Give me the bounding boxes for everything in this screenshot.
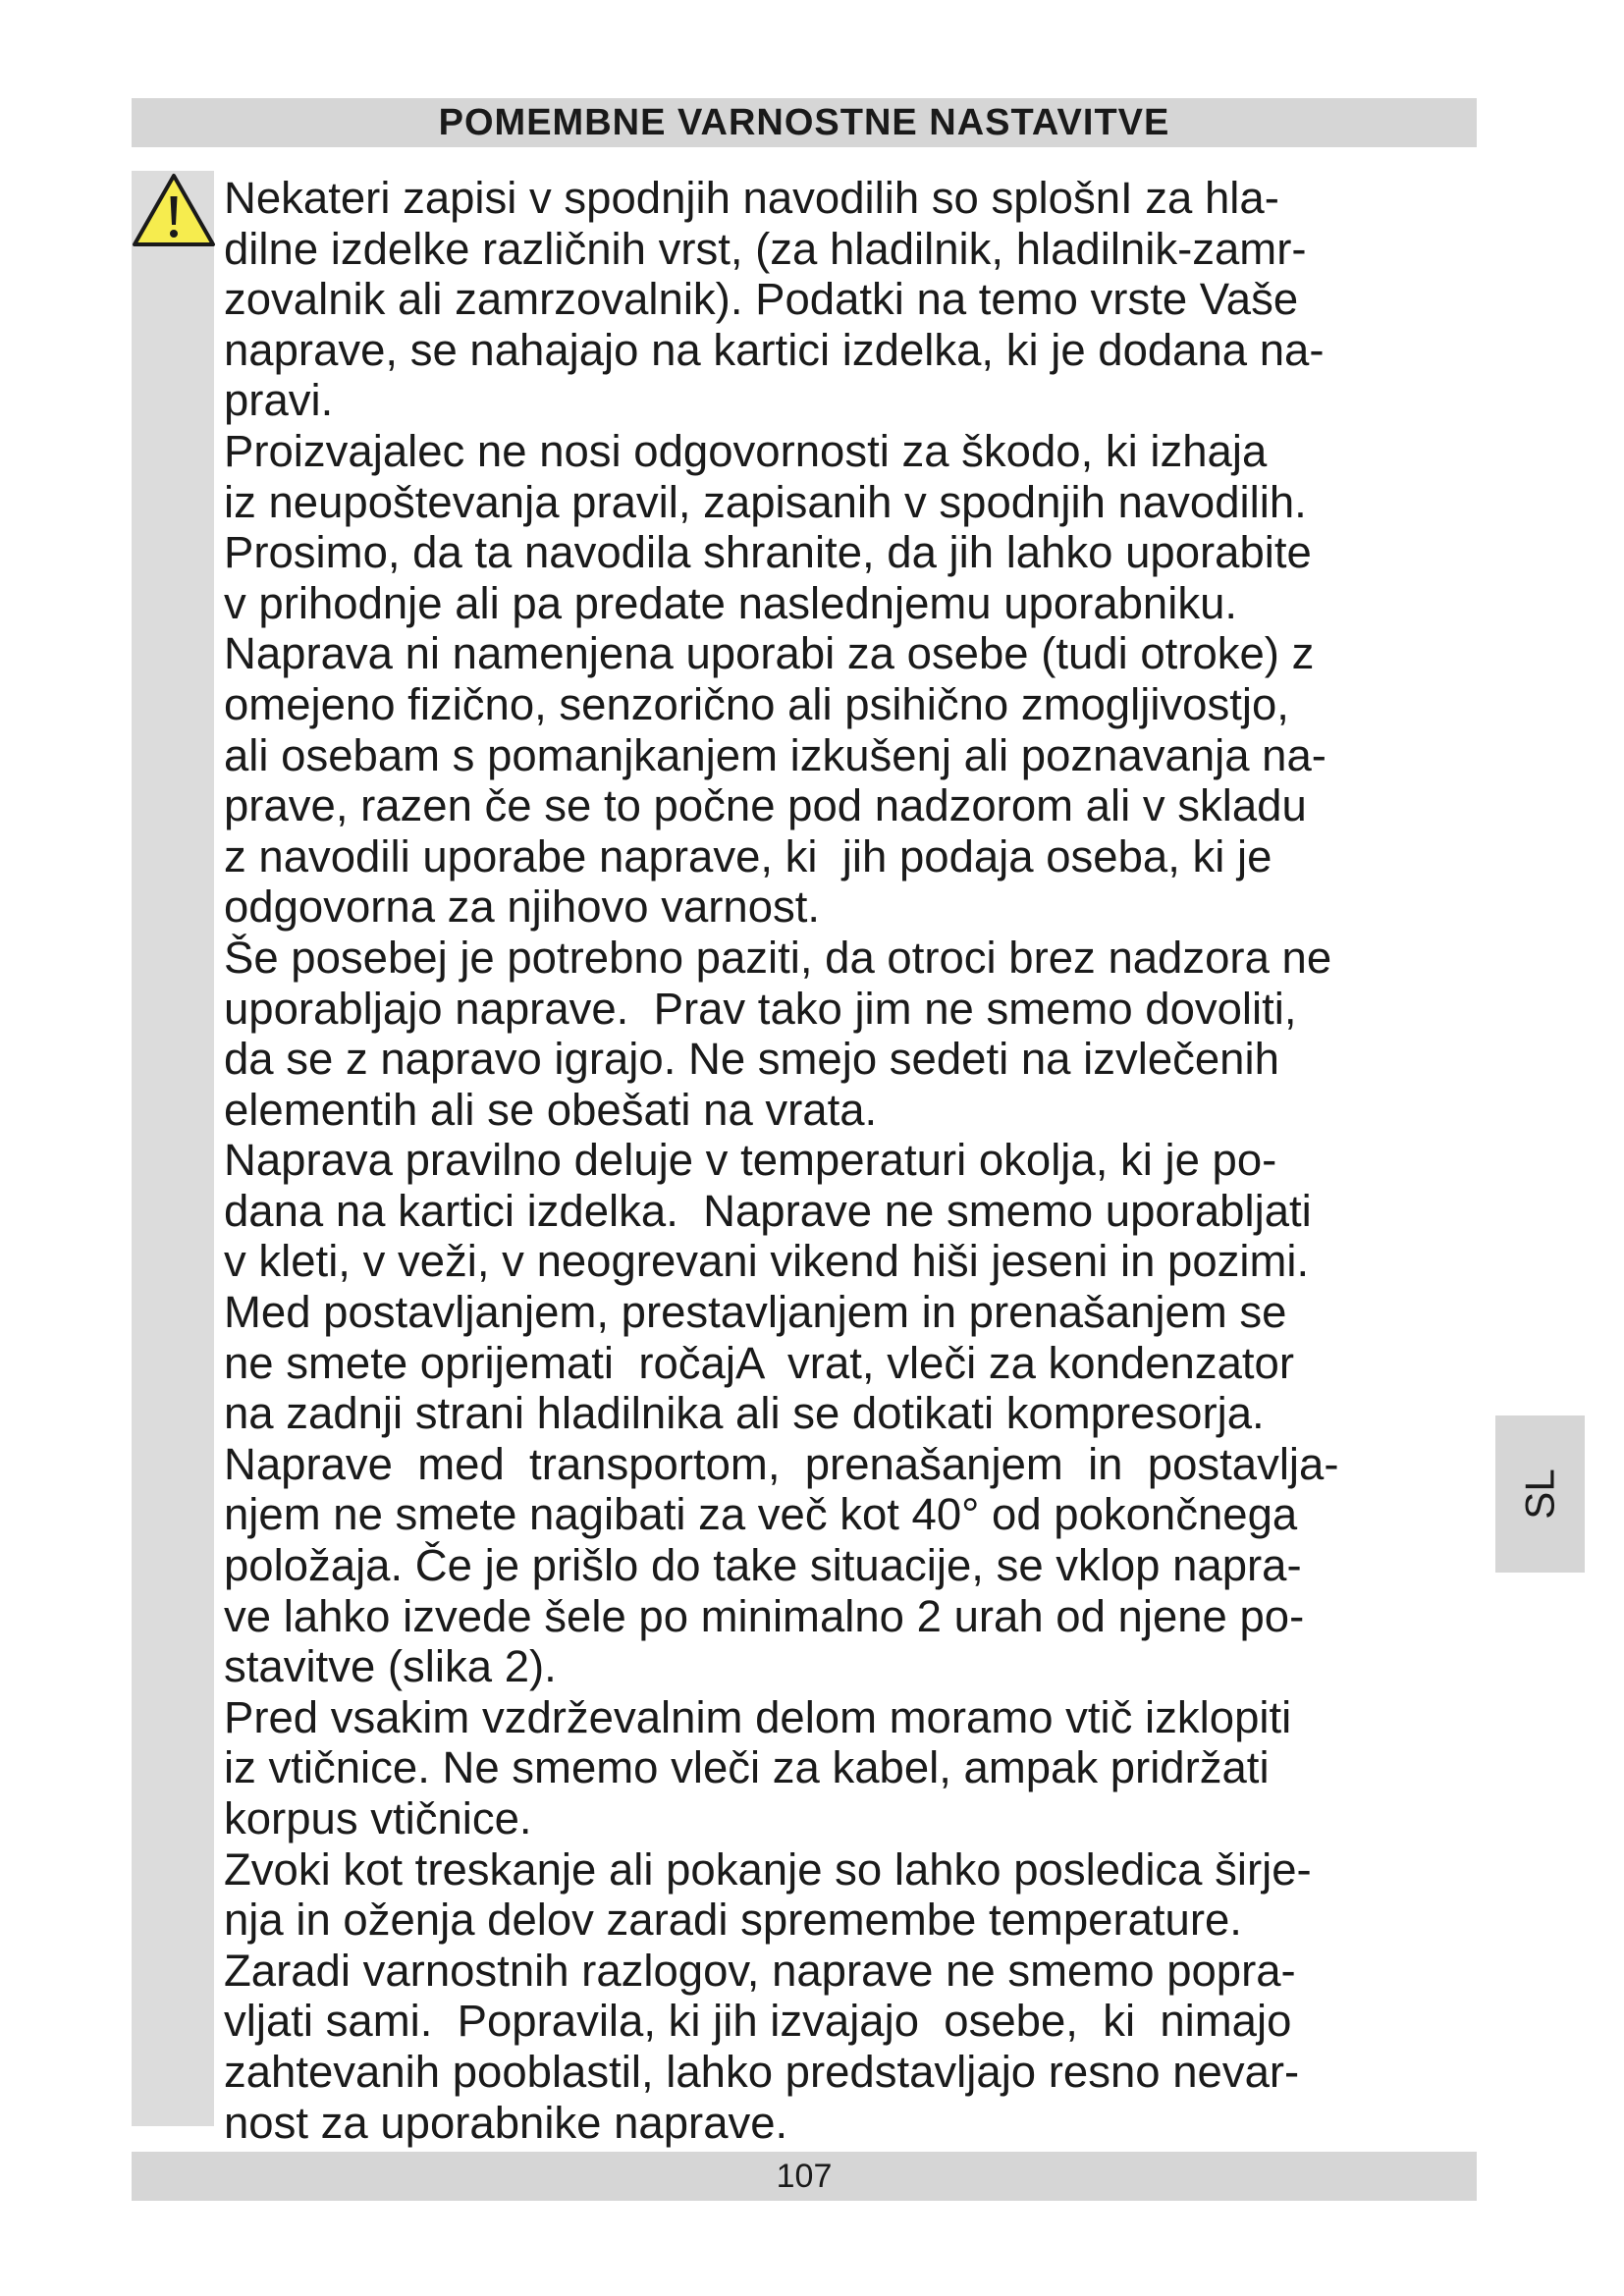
text-line: nja in oženja delov zaradi spremembe temperature.: [224, 1895, 1242, 1946]
text-line: Naprava ni namenjena uporabi za osebe (tudi otroke) z: [224, 628, 1315, 679]
warning-triangle-icon: [131, 169, 217, 251]
text-line: odgovorna za njihovo varnost.: [224, 881, 821, 933]
text-line: iz vtičnice. Ne smemo vleči za kabel, ampak pridržati: [224, 1742, 1270, 1793]
text-line: na zadnji strani hladilnika ali se dotikati kompresorja.: [224, 1388, 1265, 1439]
text-line: stavitve (slika 2).: [224, 1641, 557, 1692]
text-line: zovalnik ali zamrzovalnik). Podatki na temo vrste Vaše: [224, 274, 1299, 325]
section-header-bar: [132, 98, 1477, 147]
text-line: ve lahko izvede šele po minimalno 2 urah od njene po-: [224, 1590, 1305, 1641]
text-line: Zvoki kot treskanje ali pokanje so lahko posledica širje-: [224, 1843, 1312, 1895]
text-line: v prihodnje ali pa predate naslednjemu uporabniku.: [224, 577, 1238, 628]
left-margin-strip: [132, 171, 214, 2126]
language-tab: [1495, 1415, 1585, 1573]
text-line: Pred vsakim vzdrževalnim delom moramo vtič izklopiti: [224, 1691, 1292, 1742]
text-line: uporabljajo naprave. Prav tako jim ne smemo dovoliti,: [224, 983, 1297, 1034]
text-line: iz neupoštevanja pravil, zapisanih v spodnjih navodilih.: [224, 476, 1307, 527]
text-line: korpus vtičnice.: [224, 1793, 532, 1843]
footer-bar: [132, 2152, 1477, 2201]
text-line: z navodili uporabe naprave, ki jih podaja oseba, ki je: [224, 830, 1272, 881]
text-line: vljati sami. Popravila, ki jih izvajajo osebe, ki nimajo: [224, 1996, 1292, 2047]
text-line: elementih ali se obešati na vrata.: [224, 1084, 878, 1135]
text-line: Zaradi varnostnih razlogov, naprave ne smemo popra-: [224, 1945, 1296, 1996]
text-line: Proizvajalec ne nosi odgovornosti za škodo, ki izhaja: [224, 425, 1268, 476]
section-title: POMEMBNE VARNOSTNE NASTAVITVE: [438, 101, 1170, 143]
text-line: položaja. Če je prišlo do take situacije, se vklop napra-: [224, 1540, 1302, 1591]
text-line: ali osebam s pomanjkanjem izkušenj ali poznavanja na-: [224, 729, 1326, 780]
text-line: prave, razen če se to počne pod nadzorom ali v skladu: [224, 780, 1307, 831]
text-line: omejeno fizično, senzorično ali psihično zmogljivostjo,: [224, 678, 1289, 729]
page-number: 107: [776, 2157, 833, 2195]
text-line: naprave, se nahajajo na kartici izdelka, ki je dodana na-: [224, 324, 1325, 375]
text-line: dilne izdelke različnih vrst, (za hladilnik, hladilnik-zamr-: [224, 223, 1307, 274]
text-line: zahtevanih pooblastil, lahko predstavljajo resno nevar-: [224, 2046, 1300, 2097]
text-line: njem ne smete nagibati za več kot 40° od pokončnega: [224, 1489, 1298, 1540]
text-line: ne smete oprijemati ročajA vrat, vleči za kondenzator: [224, 1337, 1294, 1388]
text-line: Med postavljanjem, prestavljanjem in prenašanjem se: [224, 1287, 1287, 1338]
text-line: nost za uporabnike naprave.: [224, 2097, 788, 2148]
text-line: Naprava pravilno deluje v temperaturi okolja, ki je po-: [224, 1135, 1277, 1186]
text-line: da se z napravo igrajo. Ne smejo sedeti na izvlečenih: [224, 1034, 1279, 1085]
language-tab-label: SL: [1516, 1468, 1563, 1520]
text-line: Nekateri zapisi v spodnjih navodilih so splošnI za hla-: [224, 173, 1279, 223]
text-line: pravi.: [224, 375, 334, 426]
text-line: Naprave med transportom, prenašanjem in postavlja-: [224, 1438, 1339, 1489]
text-line: Prosimo, da ta navodila shranite, da jih lahko uporabite: [224, 527, 1312, 578]
safety-instructions-text: [224, 173, 1520, 2148]
text-line: dana na kartici izdelka. Naprave ne smemo uporabljati: [224, 1185, 1312, 1236]
text-line: Še posebej je potrebno paziti, da otroci brez nadzora ne: [224, 932, 1332, 983]
text-line: v kleti, v veži, v neogrevani vikend hiši jeseni in pozimi.: [224, 1236, 1310, 1287]
